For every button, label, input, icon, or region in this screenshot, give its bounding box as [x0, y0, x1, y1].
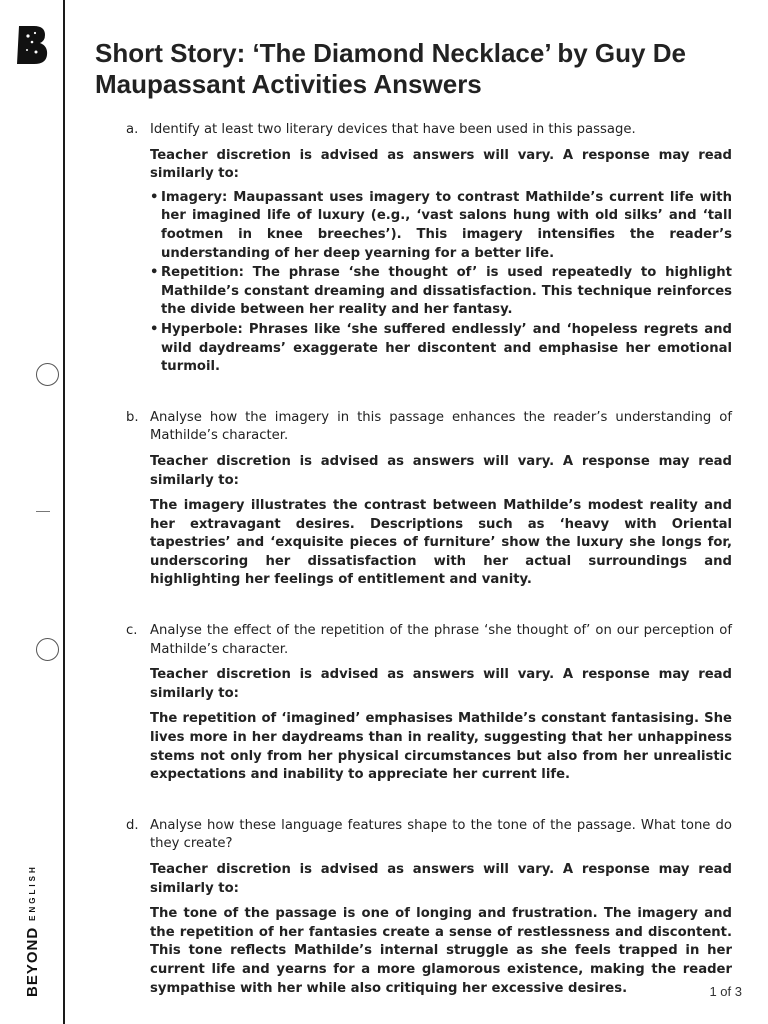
bullet-dot-icon: • — [150, 189, 159, 205]
answer-bullet: • Imagery: Maupassant uses imagery to contrast Mathilde’s current life with her imagined life of luxury (e.g., ‘vast salons hung with old silks’ and ‘tall footmen in knee breeches’). This imagery intensifies the reader’s understanding of her deep yearning for a better life. — [150, 189, 732, 261]
binder-hole-top — [36, 363, 59, 386]
question-label: a. — [126, 122, 139, 137]
fold-mark — [36, 511, 50, 512]
answer-bullet: • Repetition: The phrase ‘she thought of’ is used repeatedly to highlight Mathilde’s constant dreaming and dissatisfaction. This technique reinforces the divide between her reality and her fantasy. — [150, 265, 732, 318]
brand-wordmark — [24, 864, 41, 997]
question-d — [126, 814, 732, 998]
page-title-bold: Answers — [373, 69, 482, 99]
answer-bullet: • Hyperbole: Phrases like ‘she suffered endlessly’ and ‘hopeless regrets and wild daydreams’ exaggerate her discontent and emphasise her emotional turmoil. — [150, 321, 732, 375]
question-text: Analyse how these language features shape to the tone of the passage. What tone do they create? — [150, 817, 732, 852]
binder-hole-bottom — [36, 638, 59, 661]
answer-bullets — [150, 189, 732, 377]
question-text: Identify at least two literary devices that have been used in this passage. — [150, 122, 636, 137]
question-label: c. — [126, 623, 138, 639]
question-a — [126, 118, 732, 377]
question-text: Analyse how the imagery in this passage enhances the reader’s understanding of Mathilde’s character. — [150, 409, 732, 444]
page-title — [95, 38, 745, 100]
page-indicator: 1 of 3 — [709, 984, 742, 999]
brand-name-big: BEYOND — [24, 926, 41, 997]
question-label: b. — [126, 409, 139, 425]
bullet-dot-icon: • — [150, 321, 159, 337]
margin-line — [63, 0, 65, 1024]
questions-list — [126, 118, 732, 998]
answer-lead: Teacher discretion is advised as answers will vary. A response may read similarly to: — [150, 147, 732, 182]
beyond-english-logo-icon — [16, 24, 50, 66]
question-text: Analyse the effect of the repetition of the phrase ‘she thought of’ on our perception of Mathilde’s character. — [150, 623, 732, 657]
answer-lead: Teacher discretion is advised as answers will vary. A response may read similarly to: — [150, 453, 732, 488]
answer-text: The tone of the passage is one of longing and frustration. The imagery and the repetition of her fantasies create a sense of restlessness and discontent. This tone reflects Mathilde’s internal struggle as she feels trapped in her current life and yearns for a more glamorous existence, making the reader sympathise with her while also critiquing her excessive desires. — [150, 906, 732, 996]
question-c — [126, 619, 732, 785]
answer-text: The imagery illustrates the contrast between Mathilde’s modest reality and her extravagant desires. Descriptions such as ‘heavy with Oriental tapestries’ and ‘exquisite pieces of furniture’ show the luxury she longs for, underscoring her dissatisfaction with her actual surroundings and highlighting her feelings of entitlement and vanity. — [150, 498, 732, 588]
answer-text: The repetition of ‘imagined’ emphasises Mathilde’s constant fantasising. She lives more in her daydreams than in reality, suggesting that her unhappiness stems not only from her physical circumstances but also from her unrealistic expectations and inability to appreciate her current life. — [150, 711, 732, 783]
question-label: d. — [126, 817, 139, 833]
bullet-dot-icon: • — [150, 265, 159, 281]
answer-lead: Teacher discretion is advised as answers will vary. A response may read similarly to: — [150, 667, 732, 701]
brand-name-small: ENGLISH — [28, 864, 37, 921]
answer-lead: Teacher discretion is advised as answers will vary. A response may read similarly to: — [150, 862, 732, 896]
page-title-main: Short Story: ‘The Diamond Necklace’ by Guy De Maupassant Activities — [95, 38, 686, 99]
question-b — [126, 406, 732, 590]
